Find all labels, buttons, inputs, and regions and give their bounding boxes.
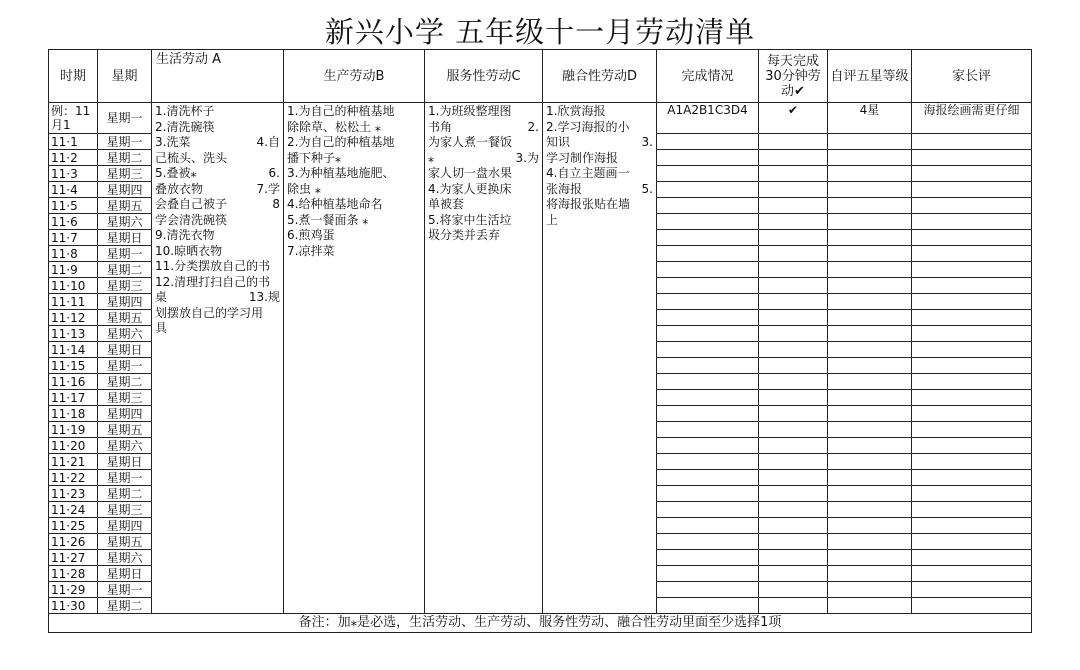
completion-cell[interactable] (657, 454, 759, 470)
daily-check-cell[interactable] (759, 182, 828, 198)
parent-comment-cell[interactable] (912, 598, 1032, 614)
daily-check-cell[interactable] (759, 358, 828, 374)
task-d: 2.学习海报的小 (546, 119, 630, 134)
completion-cell[interactable] (657, 310, 759, 326)
parent-comment-cell[interactable] (912, 342, 1032, 358)
completion-cell[interactable] (657, 534, 759, 550)
completion-cell[interactable] (657, 262, 759, 278)
self-rating-cell[interactable] (828, 422, 912, 438)
parent-comment-cell[interactable] (912, 198, 1032, 214)
task-b: 4.给种植基地命名 (287, 197, 383, 211)
completion-cell[interactable] (657, 502, 759, 518)
example-date: 例：11月1 (49, 103, 98, 134)
task-a: 划摆放自己的学习用 (155, 305, 264, 320)
day-date: 11·28 (49, 566, 98, 582)
task-c: 为家人煮一餐饭 (428, 135, 513, 149)
task-a: 会叠自己被子 8 (155, 197, 280, 211)
day-date: 11·12 (49, 310, 98, 326)
day-weekday: 星期一 (98, 358, 152, 374)
daily-check-cell[interactable] (759, 582, 828, 598)
day-weekday: 星期三 (98, 166, 152, 182)
parent-comment-cell[interactable] (912, 310, 1032, 326)
header-parent-comment: 家长评 (912, 50, 1032, 103)
daily-check-cell[interactable] (759, 374, 828, 390)
parent-comment-cell[interactable] (912, 582, 1032, 598)
completion-cell[interactable] (657, 134, 759, 150)
self-rating-cell[interactable] (828, 598, 912, 614)
completion-cell[interactable] (657, 582, 759, 598)
day-weekday: 星期三 (98, 390, 152, 406)
header-self-rating: 自评五星等级 (828, 50, 912, 103)
completion-cell[interactable] (657, 550, 759, 566)
day-date: 11·16 (49, 374, 98, 390)
daily-check-cell[interactable] (759, 502, 828, 518)
parent-comment-cell[interactable] (912, 166, 1032, 182)
task-a: 1.清洗杯子 (155, 104, 215, 118)
daily-check-cell[interactable] (759, 486, 828, 502)
completion-cell[interactable] (657, 198, 759, 214)
day-date: 11·20 (49, 438, 98, 454)
completion-cell[interactable] (657, 230, 759, 246)
daily-check-cell[interactable] (759, 438, 828, 454)
self-rating-cell[interactable] (828, 534, 912, 550)
day-date: 11·22 (49, 470, 98, 486)
daily-check-cell[interactable] (759, 166, 828, 182)
day-date: 11·4 (49, 182, 98, 198)
day-weekday: 星期四 (98, 182, 152, 198)
example-row (49, 103, 1032, 134)
task-d: 1.欣赏海报 (546, 104, 606, 118)
day-weekday: 星期一 (98, 470, 152, 486)
integrated-labor-list (543, 103, 657, 614)
task-c: 4.为家人更换床 (428, 181, 512, 196)
self-rating-cell[interactable] (828, 214, 912, 230)
parent-comment-cell[interactable] (912, 182, 1032, 198)
task-d: 将海报张贴在墙 (546, 197, 631, 211)
task-a: 10.晾晒衣物 (155, 243, 223, 258)
parent-comment-cell[interactable] (912, 262, 1032, 278)
completion-cell[interactable] (657, 278, 759, 294)
daily-check-cell[interactable] (759, 422, 828, 438)
parent-comment-cell[interactable] (912, 454, 1032, 470)
day-date: 11·2 (49, 150, 98, 166)
task-a: 2.清洗碗筷 (155, 119, 215, 134)
day-weekday: 星期一 (98, 246, 152, 262)
daily-check-cell[interactable] (759, 230, 828, 246)
day-date: 11·26 (49, 534, 98, 550)
parent-comment-cell[interactable] (912, 502, 1032, 518)
parent-comment-cell[interactable] (912, 486, 1032, 502)
task-d: 张海报 5. (546, 181, 653, 196)
day-weekday: 星期六 (98, 326, 152, 342)
day-date: 11·10 (49, 278, 98, 294)
task-b: 除虫 ⁎ (287, 181, 321, 196)
day-weekday: 星期日 (98, 454, 152, 470)
completion-cell[interactable] (657, 214, 759, 230)
self-rating-cell[interactable] (828, 502, 912, 518)
day-weekday: 星期六 (98, 214, 152, 230)
day-weekday: 星期五 (98, 534, 152, 550)
task-a: 学会清洗碗筷 (155, 212, 228, 227)
header-integrated-labor: 融合性劳动D (543, 50, 657, 103)
day-date: 11·27 (49, 550, 98, 566)
parent-comment-cell[interactable] (912, 550, 1032, 566)
completion-cell[interactable] (657, 166, 759, 182)
completion-cell[interactable] (657, 326, 759, 342)
self-rating-cell[interactable] (828, 342, 912, 358)
day-date: 11·18 (49, 406, 98, 422)
day-weekday: 星期二 (98, 598, 152, 614)
completion-cell[interactable] (657, 422, 759, 438)
self-rating-cell[interactable] (828, 566, 912, 582)
self-rating-cell[interactable] (828, 166, 912, 182)
day-weekday: 星期一 (98, 134, 152, 150)
example-weekday: 星期一 (98, 103, 152, 134)
day-weekday: 星期六 (98, 550, 152, 566)
self-rating-cell[interactable] (828, 246, 912, 262)
parent-comment-cell[interactable] (912, 566, 1032, 582)
self-rating-cell[interactable] (828, 294, 912, 310)
day-date: 11·8 (49, 246, 98, 262)
parent-comment-cell[interactable] (912, 374, 1032, 390)
task-c: 家人切一盘水果 (428, 166, 513, 180)
completion-cell[interactable] (657, 390, 759, 406)
daily-check-cell[interactable] (759, 406, 828, 422)
completion-cell[interactable] (657, 598, 759, 614)
day-date: 11·25 (49, 518, 98, 534)
task-a: 5.叠被⁎ 6. (155, 166, 280, 180)
parent-comment-cell[interactable] (912, 390, 1032, 406)
day-weekday: 星期一 (98, 582, 152, 598)
task-c: 单被套 (428, 197, 465, 211)
day-date: 11·9 (49, 262, 98, 278)
parent-comment-cell[interactable] (912, 406, 1032, 422)
daily-check-cell[interactable] (759, 310, 828, 326)
header-row (49, 50, 1032, 103)
day-date: 11·17 (49, 390, 98, 406)
day-weekday: 星期二 (98, 150, 152, 166)
task-d: 知识 3. (546, 135, 653, 149)
completion-cell[interactable] (657, 470, 759, 486)
example-daily-check: ✔ (759, 103, 828, 134)
task-b: 7.凉拌菜 (287, 243, 335, 258)
parent-comment-cell[interactable] (912, 358, 1032, 374)
day-weekday: 星期五 (98, 310, 152, 326)
self-rating-cell[interactable] (828, 182, 912, 198)
day-date: 11·5 (49, 198, 98, 214)
parent-comment-cell[interactable] (912, 134, 1032, 150)
task-b: 2.为自己的种植基地 (287, 135, 395, 149)
self-rating-cell[interactable] (828, 326, 912, 342)
daily-check-cell[interactable] (759, 534, 828, 550)
example-self-rating: 4星 (828, 103, 912, 134)
header-service-labor: 服务性劳动C (425, 50, 543, 103)
task-a: 9.清洗衣物 (155, 228, 215, 242)
day-weekday: 星期日 (98, 342, 152, 358)
daily-check-cell[interactable] (759, 566, 828, 582)
daily-check-cell[interactable] (759, 246, 828, 262)
day-weekday: 星期二 (98, 486, 152, 502)
completion-cell[interactable] (657, 150, 759, 166)
day-date: 11·30 (49, 598, 98, 614)
self-rating-cell[interactable] (828, 310, 912, 326)
self-rating-cell[interactable] (828, 518, 912, 534)
day-weekday: 星期五 (98, 422, 152, 438)
self-rating-cell[interactable] (828, 390, 912, 406)
day-date: 11·6 (49, 214, 98, 230)
labor-checklist-table (48, 49, 1032, 633)
parent-comment-cell[interactable] (912, 470, 1032, 486)
task-c: 1.为班级整理图 (428, 104, 512, 118)
task-a: 桌 13.规 (155, 290, 280, 304)
completion-cell[interactable] (657, 342, 759, 358)
service-labor-list (425, 103, 543, 614)
completion-cell[interactable] (657, 406, 759, 422)
day-date: 11·24 (49, 502, 98, 518)
daily-check-cell[interactable] (759, 598, 828, 614)
day-date: 11·23 (49, 486, 98, 502)
day-weekday: 星期三 (98, 502, 152, 518)
daily-check-cell[interactable] (759, 550, 828, 566)
task-b: 3.为种植基地施肥、 (287, 166, 395, 180)
daily-check-cell[interactable] (759, 214, 828, 230)
day-weekday: 星期六 (98, 438, 152, 454)
task-b: 6.煎鸡蛋 (287, 228, 335, 242)
completion-cell[interactable] (657, 566, 759, 582)
parent-comment-cell[interactable] (912, 534, 1032, 550)
task-a: 叠放衣物 7.学 (155, 181, 280, 196)
self-rating-cell[interactable] (828, 470, 912, 486)
self-rating-cell[interactable] (828, 150, 912, 166)
task-b: 播下种子⁎ (287, 150, 342, 165)
day-weekday: 星期四 (98, 406, 152, 422)
self-rating-cell[interactable] (828, 358, 912, 374)
task-b: 1.为自己的种植基地 (287, 104, 395, 118)
task-b: 除除草、松松土 ⁎ (287, 119, 381, 134)
daily-check-cell[interactable] (759, 470, 828, 486)
task-c: 书角 2. (428, 119, 539, 134)
parent-comment-cell[interactable] (912, 438, 1032, 454)
self-rating-cell[interactable] (828, 198, 912, 214)
self-rating-cell[interactable] (828, 262, 912, 278)
daily-check-cell[interactable] (759, 198, 828, 214)
self-rating-cell[interactable] (828, 230, 912, 246)
self-rating-cell[interactable] (828, 486, 912, 502)
example-completion: A1A2B1C3D4 (657, 103, 759, 134)
parent-comment-cell[interactable] (912, 518, 1032, 534)
day-date: 11·19 (49, 422, 98, 438)
daily-check-cell[interactable] (759, 342, 828, 358)
day-date: 11·29 (49, 582, 98, 598)
task-c: 5.将家中生活垃 (428, 212, 512, 227)
day-weekday: 星期日 (98, 566, 152, 582)
parent-comment-cell[interactable] (912, 150, 1032, 166)
day-date: 11·14 (49, 342, 98, 358)
day-date: 11·15 (49, 358, 98, 374)
task-d: 上 (546, 212, 559, 227)
task-a: 3.洗菜 4.自 (155, 135, 280, 149)
task-c: ⁎ 3.为 (428, 150, 539, 165)
daily-check-cell[interactable] (759, 278, 828, 294)
self-rating-cell[interactable] (828, 582, 912, 598)
day-date: 11·3 (49, 166, 98, 182)
completion-cell[interactable] (657, 486, 759, 502)
completion-cell[interactable] (657, 438, 759, 454)
header-weekday: 星期 (98, 50, 152, 103)
task-a: 具 (155, 321, 168, 335)
footnote: 备注：加⁎是必选，生活劳动、生产劳动、服务性劳动、融合性劳动里面至少选择1项 (49, 614, 1032, 633)
completion-cell[interactable] (657, 374, 759, 390)
completion-cell[interactable] (657, 182, 759, 198)
header-production-labor: 生产劳动B (284, 50, 425, 103)
day-weekday: 星期四 (98, 294, 152, 310)
completion-cell[interactable] (657, 358, 759, 374)
daily-check-cell[interactable] (759, 134, 828, 150)
self-rating-cell[interactable] (828, 278, 912, 294)
daily-check-cell[interactable] (759, 262, 828, 278)
task-d: 4.自立主题画一 (546, 166, 630, 180)
task-a: 己梳头、洗头 (155, 150, 228, 165)
header-completion: 完成情况 (657, 50, 759, 103)
task-a: 12.清理打扫自己的书 (155, 274, 271, 289)
daily-check-cell[interactable] (759, 326, 828, 342)
day-weekday: 星期三 (98, 278, 152, 294)
self-rating-cell[interactable] (828, 374, 912, 390)
day-date: 11·21 (49, 454, 98, 470)
header-date: 时期 (49, 50, 98, 103)
day-date: 11·13 (49, 326, 98, 342)
example-parent-comment: 海报绘画需更仔细 (912, 103, 1032, 134)
self-rating-cell[interactable] (828, 550, 912, 566)
day-weekday: 星期日 (98, 230, 152, 246)
self-rating-cell[interactable] (828, 406, 912, 422)
day-weekday: 星期二 (98, 374, 152, 390)
self-rating-cell[interactable] (828, 454, 912, 470)
daily-check-cell[interactable] (759, 518, 828, 534)
parent-comment-cell[interactable] (912, 422, 1032, 438)
parent-comment-cell[interactable] (912, 294, 1032, 310)
daily-check-cell[interactable] (759, 150, 828, 166)
header-daily-30min: 每天完成30分钟劳动✔ (759, 50, 828, 103)
parent-comment-cell[interactable] (912, 230, 1032, 246)
daily-check-cell[interactable] (759, 294, 828, 310)
task-a: 11.分类摆放自己的书 (155, 259, 271, 273)
day-date: 11·11 (49, 294, 98, 310)
parent-comment-cell[interactable] (912, 246, 1032, 262)
life-labor-list (152, 103, 284, 614)
day-weekday: 星期五 (98, 198, 152, 214)
production-labor-list (284, 103, 425, 614)
parent-comment-cell[interactable] (912, 214, 1032, 230)
day-date: 11·7 (49, 230, 98, 246)
completion-cell[interactable] (657, 246, 759, 262)
completion-cell[interactable] (657, 518, 759, 534)
parent-comment-cell[interactable] (912, 326, 1032, 342)
completion-cell[interactable] (657, 294, 759, 310)
task-d: 学习制作海报 (546, 150, 619, 165)
daily-check-cell[interactable] (759, 454, 828, 470)
self-rating-cell[interactable] (828, 438, 912, 454)
self-rating-cell[interactable] (828, 134, 912, 150)
parent-comment-cell[interactable] (912, 278, 1032, 294)
header-life-labor: 生活劳动 A (152, 50, 284, 103)
task-c: 圾分类并丢弃 (428, 228, 501, 242)
day-weekday: 星期二 (98, 262, 152, 278)
daily-check-cell[interactable] (759, 390, 828, 406)
day-date: 11·1 (49, 134, 98, 150)
day-weekday: 星期四 (98, 518, 152, 534)
page-title: 新兴小学 五年级十一月劳动清单 (324, 15, 756, 49)
task-b: 5.煮一餐面条 ⁎ (287, 212, 369, 227)
